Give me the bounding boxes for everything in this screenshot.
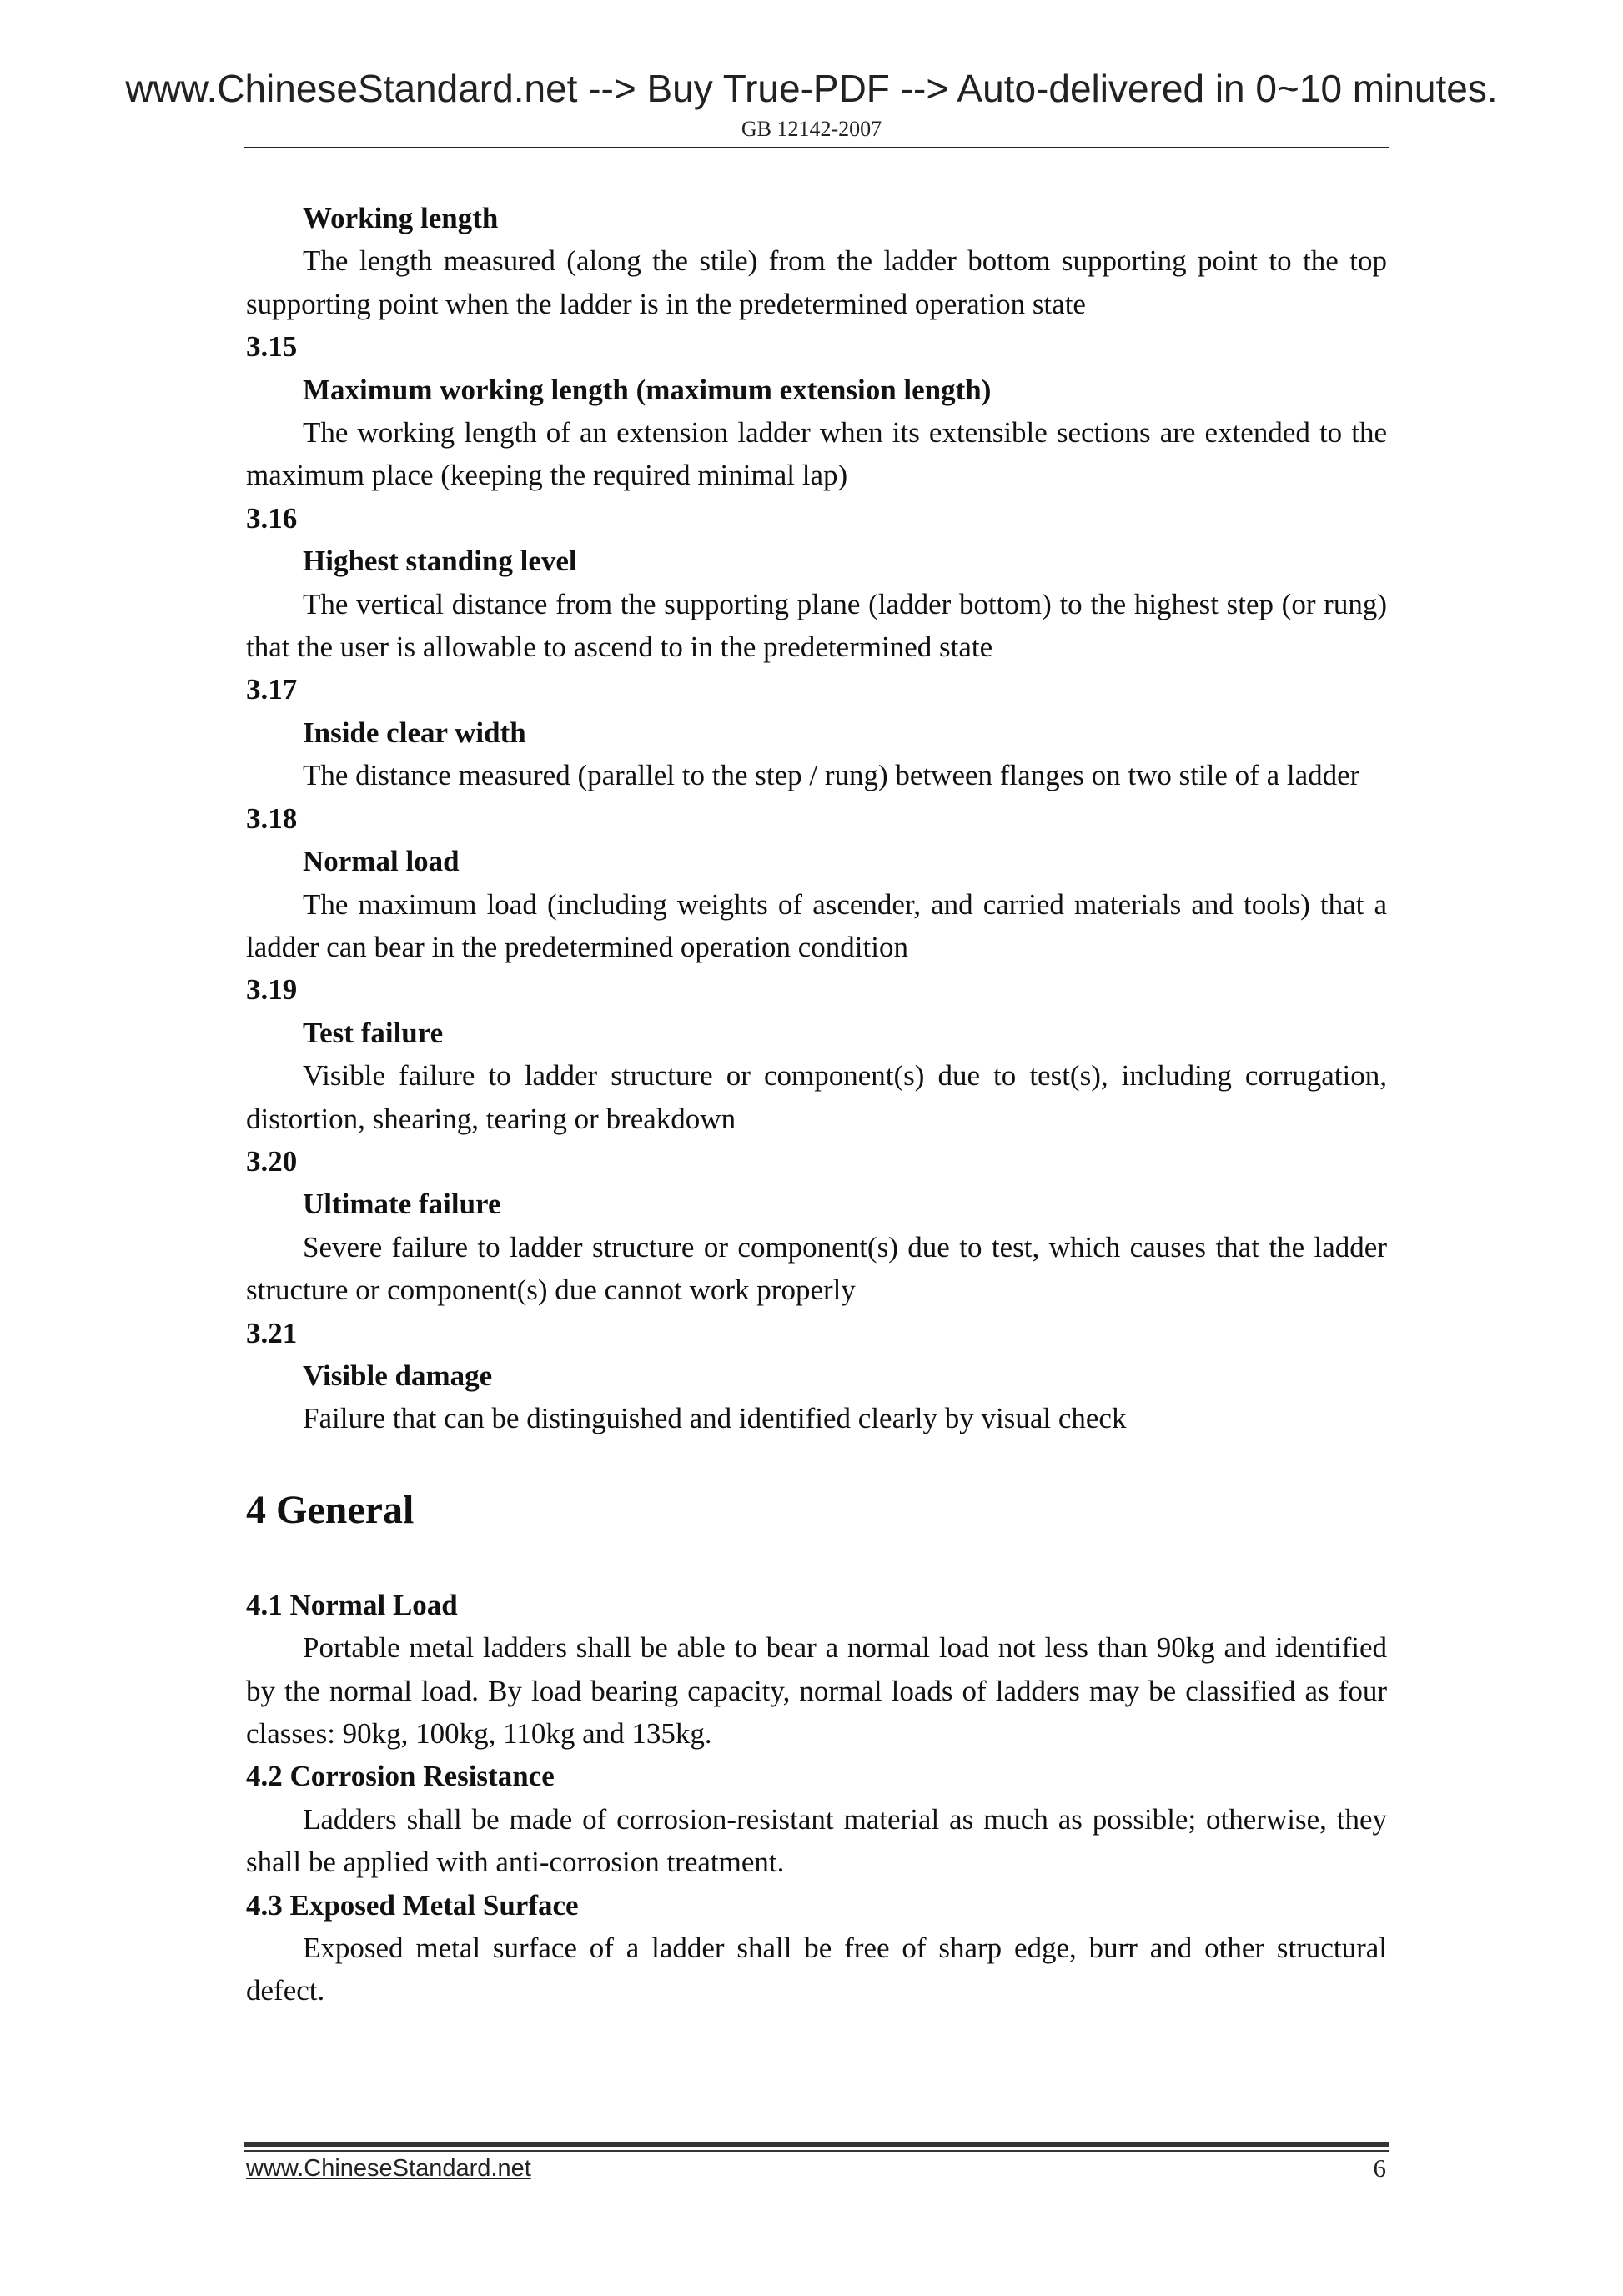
section-heading: 4 General (246, 1487, 415, 1532)
term-title: Normal load (303, 845, 460, 878)
term-title: Ultimate failure (303, 1188, 501, 1221)
page-number: 6 (1373, 2153, 1386, 2183)
term-definition: Visible failure to ladder structure or component(s) due to test(s), including corrugation, distortion, shearing, tearing or breakdown (246, 1059, 1387, 1135)
footer-divider-thick (244, 2142, 1389, 2147)
term-title: Inside clear width (303, 716, 526, 749)
term-title: Test failure (303, 1016, 444, 1049)
term-number: 3.20 (246, 1144, 298, 1178)
footer-website-link[interactable]: www.ChineseStandard.net (246, 2155, 531, 2182)
term-number: 3.15 (246, 330, 298, 364)
subsection-text: Portable metal ladders shall be able to bear a normal load not less than 90kg and identified by the normal load. By load bearing capacity, normal loads of ladders may be classified as four classes: 90kg, 100kg, 110kg and 135kg. (246, 1631, 1387, 1750)
term-definition: Severe failure to ladder structure or component(s) due to test, which causes that the ladder structure or component(s) due cannot work properly (246, 1230, 1387, 1307)
term-definition: The length measured (along the stile) from the ladder bottom supporting point to the top supporting point when the ladder is in the predetermined operation state (246, 244, 1387, 320)
term-definition: Failure that can be distinguished and identified clearly by visual check (303, 1402, 1127, 1435)
term-definition: The vertical distance from the supporting plane (ladder bottom) to the highest step (or rung) that the user is allowable to ascend to in the predetermined state (246, 587, 1387, 664)
term-title: Working length (303, 202, 499, 234)
standard-code: GB 12142-2007 (741, 117, 882, 141)
term-definition: The working length of an extension ladder when its extensible sections are extended to the maximum place (keeping the required minimal lap) (246, 416, 1387, 492)
subsection-heading: 4.3 Exposed Metal Surface (246, 1888, 579, 1922)
term-definition: The distance measured (parallel to the step / rung) between flanges on two stile of a ladder (303, 759, 1360, 792)
term-number: 3.17 (246, 673, 298, 706)
term-definition: The maximum load (including weights of ascender, and carried materials and tools) that a ladder can bear in the predetermined operation condition (246, 887, 1387, 963)
term-title: Visible damage (303, 1359, 493, 1392)
subsection-text: Exposed metal surface of a ladder shall be free of sharp edge, burr and other structural defect. (246, 1932, 1387, 2007)
document-body (246, 197, 1387, 2012)
promo-banner[interactable]: www.ChineseStandard.net --> Buy True-PDF --> Auto-delivered in 0~10 minutes. (125, 67, 1498, 110)
subsection-heading: 4.1 Normal Load (246, 1588, 458, 1621)
term-number: 3.16 (246, 501, 298, 535)
header-divider (244, 147, 1389, 148)
term-number: 3.19 (246, 973, 298, 1007)
term-title: Highest standing level (303, 545, 577, 578)
term-number: 3.18 (246, 801, 298, 835)
term-number: 3.21 (246, 1316, 298, 1349)
subsection-text: Ladders shall be made of corrosion-resistant material as much as possible; otherwise, they shall be applied with anti-corrosion treatment. (246, 1802, 1387, 1879)
subsection-heading: 4.2 Corrosion Resistance (246, 1760, 555, 1793)
term-title: Maximum working length (maximum extension length) (303, 373, 992, 406)
